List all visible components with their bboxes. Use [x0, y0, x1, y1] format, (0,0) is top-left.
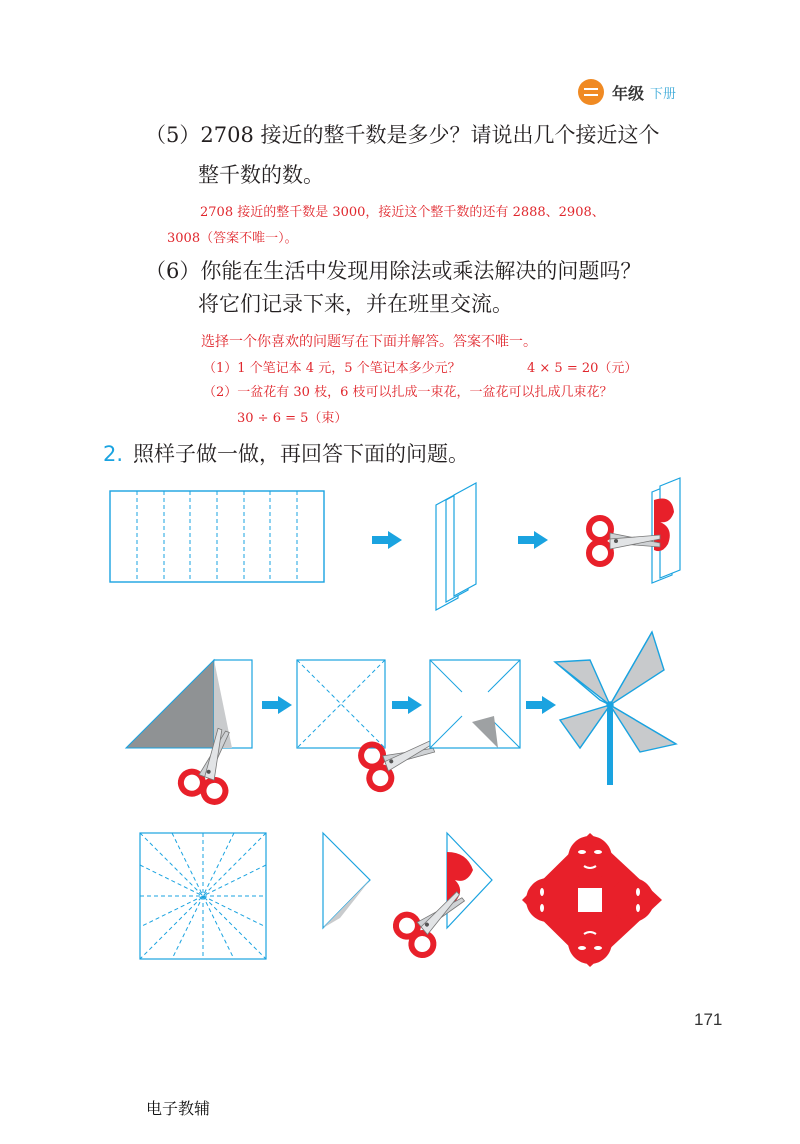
pinwheel — [555, 632, 676, 785]
section-2-text: 照样子做一做，再回答下面的问题。 — [133, 442, 470, 466]
arrow-right-icon — [372, 531, 402, 549]
question-6-answer-item2-calc: 30 ÷ 6 = 5（束） — [237, 411, 348, 426]
question-5-answer-line1: 2708 接近的整千数是 3000，接近这个整千数的还有 2888、2908、 — [200, 205, 605, 220]
grade-label: 年级 — [612, 83, 645, 103]
square-with-diagonals — [297, 660, 440, 792]
arrow-right-icon — [262, 696, 292, 714]
page-number: 171 — [694, 1010, 723, 1029]
question-6-answer-item2: （2）一盆花有 30 枝，6 枝可以扎成一束花，一盆花可以扎成几束花？ — [203, 385, 613, 400]
question-5-answer-line2: 3008（答案不唯一）。 — [167, 231, 298, 246]
folded-strip-accordion — [436, 483, 476, 610]
question-6-line2: 将它们记录下来，并在班里交流。 — [198, 292, 513, 316]
question-5-number: （5） — [145, 123, 201, 147]
question-6-answer-item1: （1）1 个笔记本 4 元，5 个笔记本多少元？ — [203, 361, 461, 376]
folded-wedge — [323, 833, 370, 928]
section-2-number: 2. — [103, 442, 124, 466]
question-6-text: 你能在生活中发现用除法或乘法解决的问题吗？ — [200, 259, 642, 283]
question-6-answer-intro: 选择一个你喜欢的问题写在下面并解答。答案不唯一。 — [201, 334, 537, 350]
question-5-line2: 整千数的数。 — [198, 163, 324, 187]
folded-strip-flat — [110, 491, 324, 582]
question-5-text: 2708 接近的整千数是多少？请说出几个接近这个 — [200, 123, 660, 147]
footer-label: 电子教辅 — [146, 1099, 211, 1118]
arrow-right-icon — [392, 696, 422, 714]
term-label: 下册 — [650, 86, 677, 102]
wedge-cut — [391, 833, 492, 960]
scissors-icon — [589, 518, 660, 564]
paper-cut-pattern — [522, 833, 662, 967]
square-folded-lines — [140, 833, 266, 959]
arrow-right-icon — [518, 531, 548, 549]
question-6-answer-item1-calc: 4 × 5 = 20（元） — [527, 361, 638, 376]
square-cut-corners — [430, 660, 520, 748]
question-6-number: （6） — [145, 259, 201, 283]
arrow-right-icon — [526, 696, 556, 714]
folded-triangle — [126, 660, 252, 805]
folded-strip-cut — [589, 478, 680, 583]
